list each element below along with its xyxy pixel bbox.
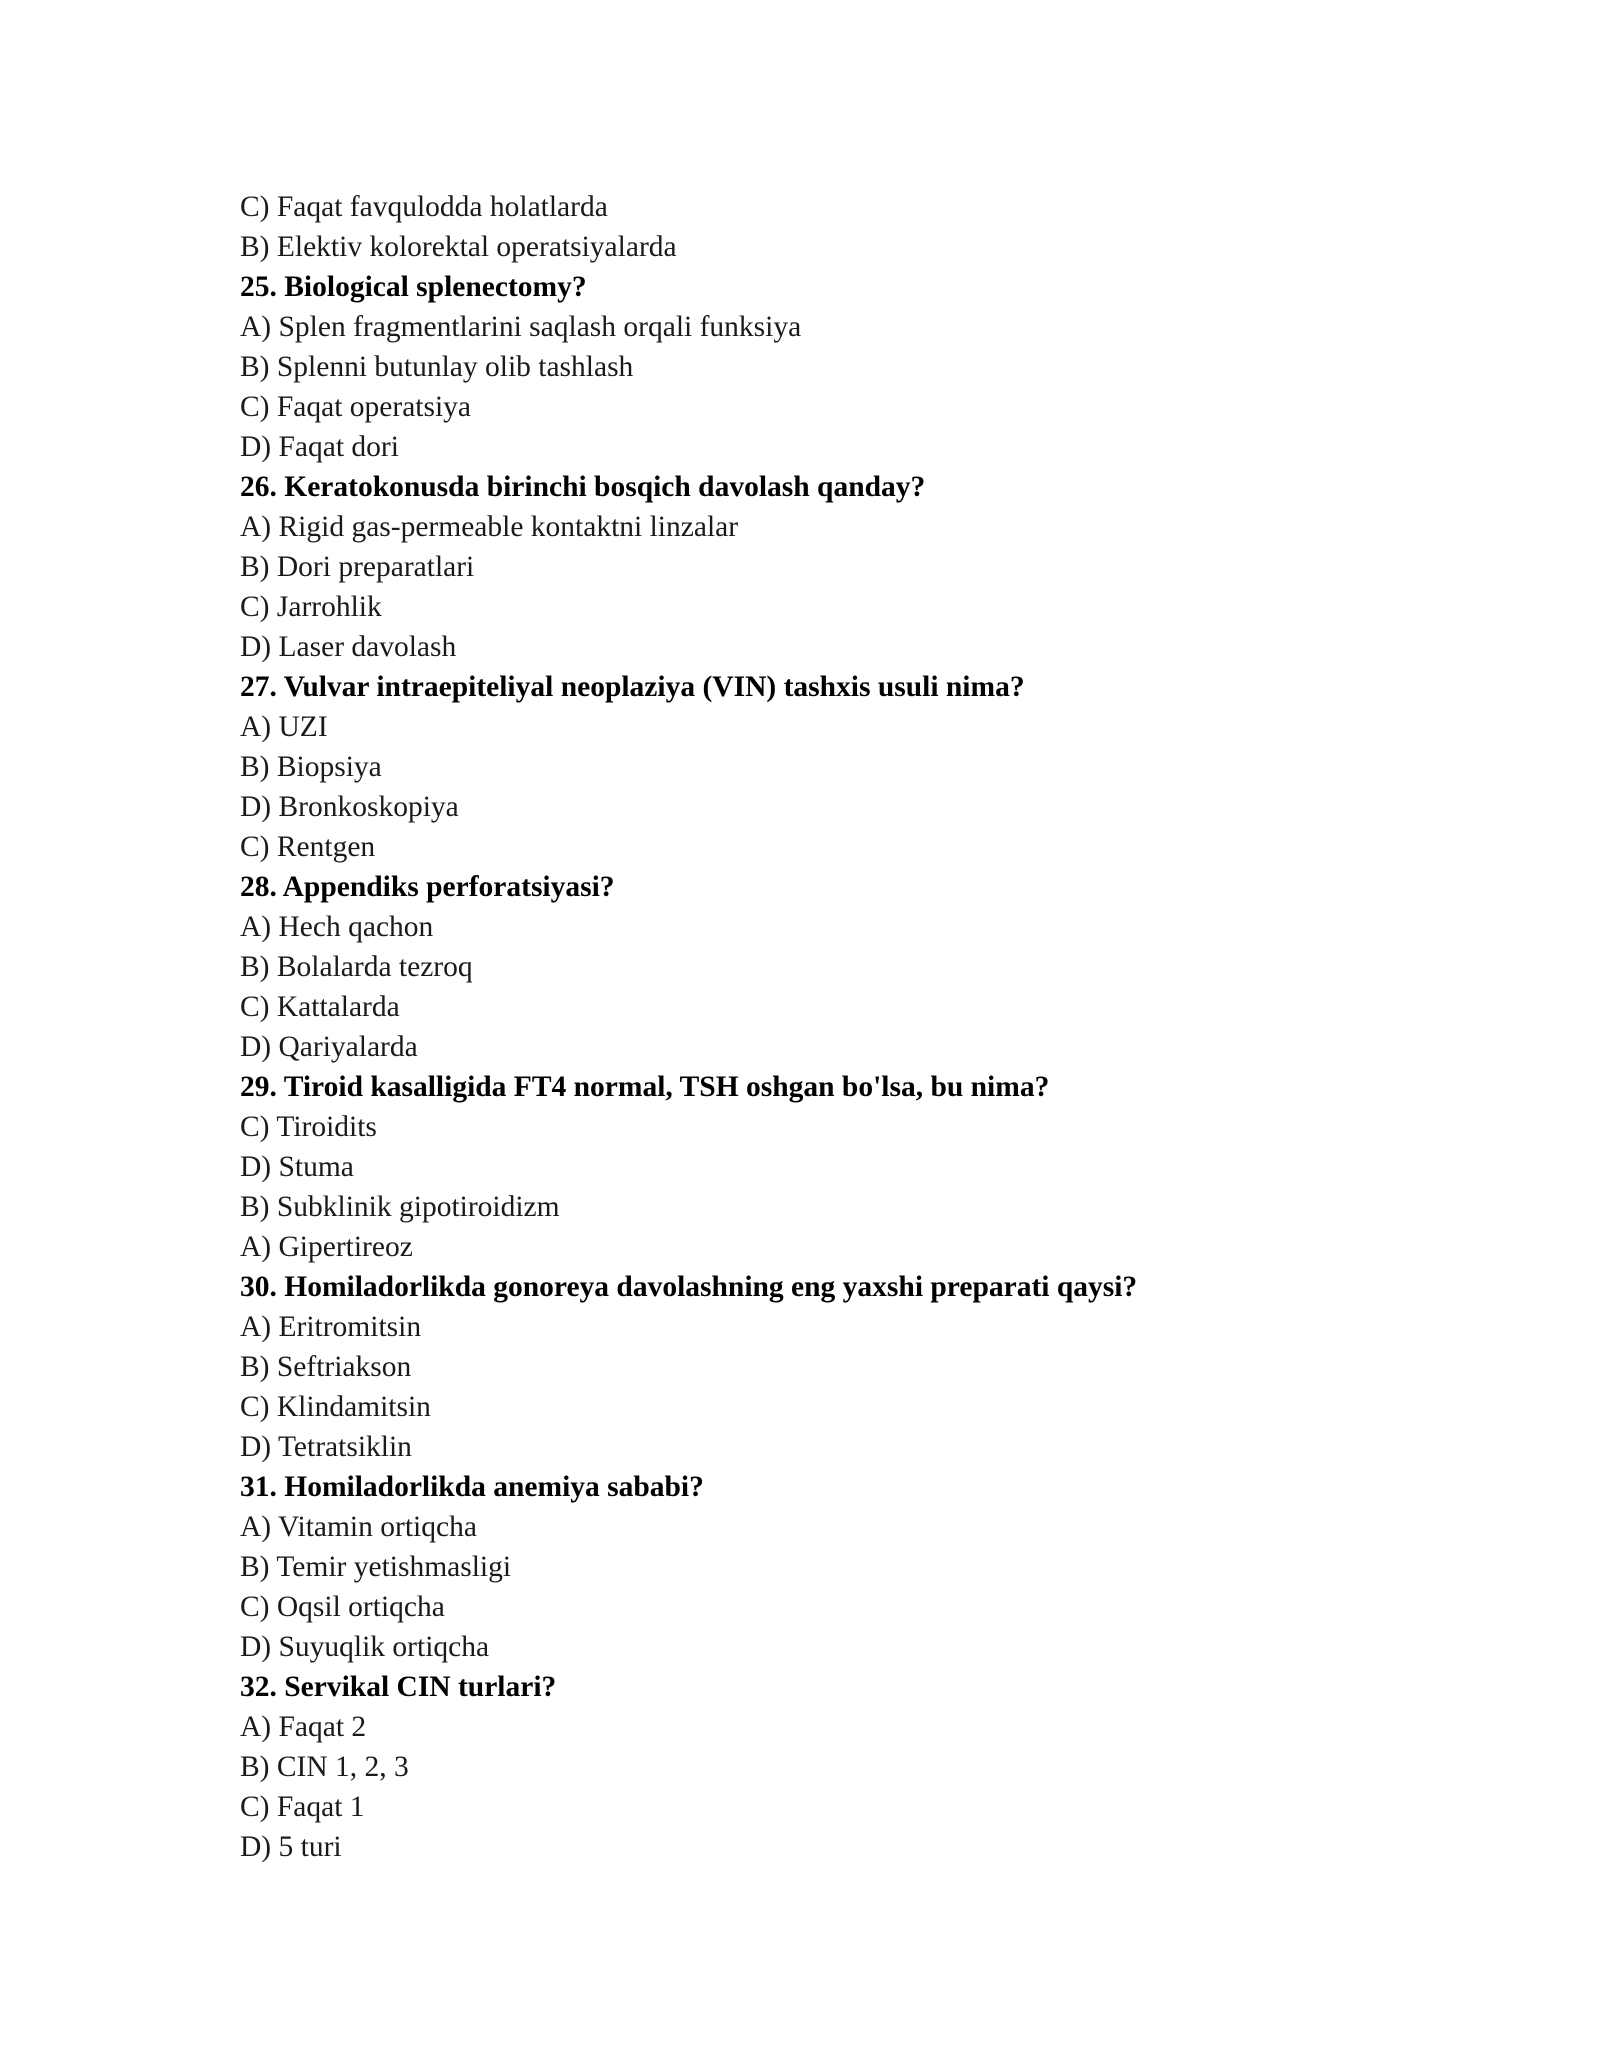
answer-option: B) Dori preparatlari bbox=[240, 551, 475, 583]
question-heading: 26. Keratokonusda birinchi bosqich davolash qanday? bbox=[240, 471, 926, 503]
answer-option: B) Splenni butunlay olib tashlash bbox=[240, 351, 634, 383]
answer-option: B) Bolalarda tezroq bbox=[240, 951, 473, 983]
answer-option: B) Subklinik gipotiroidizm bbox=[240, 1191, 560, 1223]
answer-option: A) Gipertireoz bbox=[240, 1231, 413, 1263]
answer-option: A) Rigid gas-permeable kontaktni linzalar bbox=[240, 511, 739, 543]
answer-option: A) Eritromitsin bbox=[240, 1311, 422, 1343]
answer-option: B) Temir yetishmasligi bbox=[240, 1551, 512, 1583]
answer-option: C) Faqat favqulodda holatlarda bbox=[240, 191, 608, 223]
question-heading: 31. Homiladorlikda anemiya sababi? bbox=[240, 1471, 704, 1503]
answer-option: D) Qariyalarda bbox=[240, 1031, 418, 1063]
answer-option: D) Suyuqlik ortiqcha bbox=[240, 1631, 490, 1663]
question-heading: 27. Vulvar intraepiteliyal neoplaziya (VIN) tashxis usuli nima? bbox=[240, 671, 1025, 703]
answer-option: C) Kattalarda bbox=[240, 991, 400, 1023]
answer-option: C) Faqat operatsiya bbox=[240, 391, 472, 423]
quiz-content bbox=[240, 187, 1440, 1867]
question-heading: 29. Tiroid kasalligida FT4 normal, TSH oshgan bo'lsa, bu nima? bbox=[240, 1071, 1050, 1103]
answer-option: D) Bronkoskopiya bbox=[240, 791, 459, 823]
answer-option: C) Rentgen bbox=[240, 831, 376, 863]
answer-option: A) Faqat 2 bbox=[240, 1711, 367, 1743]
answer-option: C) Faqat 1 bbox=[240, 1791, 365, 1823]
answer-option: A) Splen fragmentlarini saqlash orqali funksiya bbox=[240, 311, 802, 343]
question-heading: 28. Appendiks perforatsiyasi? bbox=[240, 871, 615, 903]
answer-option: B) Biopsiya bbox=[240, 751, 382, 783]
answer-option: C) Tiroidits bbox=[240, 1111, 377, 1143]
answer-option: D) Tetratsiklin bbox=[240, 1431, 412, 1463]
answer-option: B) Seftriakson bbox=[240, 1351, 412, 1383]
answer-option: D) 5 turi bbox=[240, 1831, 342, 1863]
answer-option: A) Hech qachon bbox=[240, 911, 434, 943]
answer-option: A) Vitamin ortiqcha bbox=[240, 1511, 477, 1543]
answer-option: B) Elektiv kolorektal operatsiyalarda bbox=[240, 231, 677, 263]
question-heading: 32. Servikal CIN turlari? bbox=[240, 1671, 557, 1703]
answer-option: C) Jarrohlik bbox=[240, 591, 382, 623]
answer-option: D) Faqat dori bbox=[240, 431, 399, 463]
answer-option: D) Laser davolash bbox=[240, 631, 457, 663]
answer-option: C) Oqsil ortiqcha bbox=[240, 1591, 445, 1623]
answer-option: C) Klindamitsin bbox=[240, 1391, 431, 1423]
question-heading: 30. Homiladorlikda gonoreya davolashning eng yaxshi preparati qaysi? bbox=[240, 1271, 1138, 1303]
answer-option: D) Stuma bbox=[240, 1151, 354, 1183]
answer-option: A) UZI bbox=[240, 711, 328, 743]
answer-option: B) CIN 1, 2, 3 bbox=[240, 1751, 409, 1783]
question-heading: 25. Biological splenectomy? bbox=[240, 271, 587, 303]
